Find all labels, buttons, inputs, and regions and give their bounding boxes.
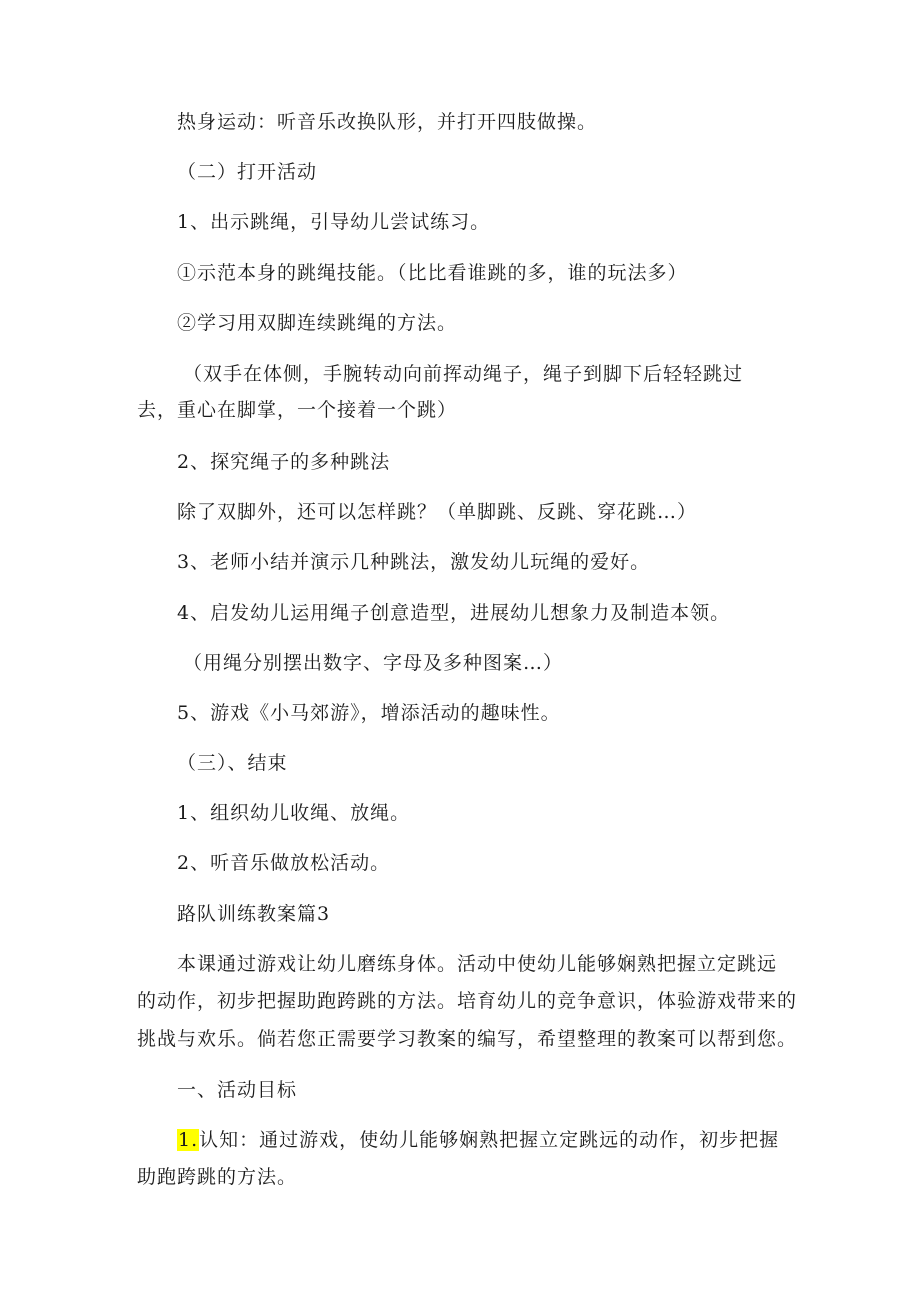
paragraph-line-1: 热身运动：听音乐改换队形，并打开四肢做操。 bbox=[177, 111, 598, 133]
paragraph-line-22 bbox=[177, 1128, 779, 1152]
paragraph-line-7: 去，重心在脚掌，一个接着一个跳） bbox=[137, 399, 458, 421]
paragraph-line-20: 挑战与欢乐。倘若您正需要学习教案的编写，希望整理的教案可以帮到您。 bbox=[137, 1028, 798, 1050]
paragraph-line-16: 2、听音乐做放松活动。 bbox=[177, 852, 391, 874]
paragraph-line-11: 4、启发幼儿运用绳子创意造型，进展幼儿想象力及制造本领。 bbox=[177, 602, 731, 624]
paragraph-line-10: 3、老师小结并演示几种跳法，激发幼儿玩绳的爱好。 bbox=[177, 551, 651, 573]
paragraph-line-6: （双手在体侧，手腕转动向前挥动绳子，绳子到脚下后轻轻跳过 bbox=[183, 363, 744, 385]
paragraph-line-5: ②学习用双脚连续跳绳的方法。 bbox=[177, 312, 458, 334]
objective-text: 认知：通过游戏，使幼儿能够娴熟把握立定跳远的动作，初步把握 bbox=[199, 1129, 780, 1151]
paragraph-line-9: 除了双脚外，还可以怎样跳？（单脚跳、反跳、穿花跳…） bbox=[177, 501, 698, 523]
paragraph-line-13: 5、游戏《小马郊游》，增添活动的趣味性。 bbox=[177, 702, 561, 724]
paragraph-line-8: 2、探究绳子的多种跳法 bbox=[177, 451, 391, 473]
paragraph-line-15: 1、组织幼儿收绳、放绳。 bbox=[177, 802, 411, 824]
paragraph-line-4: ①示范本身的跳绳技能。（比比看谁跳的多，谁的玩法多） bbox=[177, 262, 688, 284]
highlighted-list-marker: 1. bbox=[178, 1129, 199, 1151]
paragraph-line-3: 1、出示跳绳，引导幼儿尝试练习。 bbox=[177, 211, 491, 233]
article-title: 路队训练教案篇3 bbox=[177, 903, 331, 925]
section-heading-2: （二）打开活动 bbox=[177, 161, 318, 183]
paragraph-line-12: （用绳分别摆出数字、字母及多种图案…） bbox=[183, 652, 564, 674]
section-heading-21: 一、活动目标 bbox=[177, 1079, 298, 1101]
paragraph-line-19: 的动作，初步把握助跑跨跳的方法。培育幼儿的竞争意识，体验游戏带来的 bbox=[137, 990, 798, 1012]
paragraph-line-23: 助跑跨跳的方法。 bbox=[137, 1166, 298, 1188]
section-heading-14: （三）、结束 bbox=[177, 752, 288, 774]
paragraph-line-18: 本课通过游戏让幼儿磨练身体。活动中使幼儿能够娴熟把握立定跳远 bbox=[177, 953, 778, 975]
